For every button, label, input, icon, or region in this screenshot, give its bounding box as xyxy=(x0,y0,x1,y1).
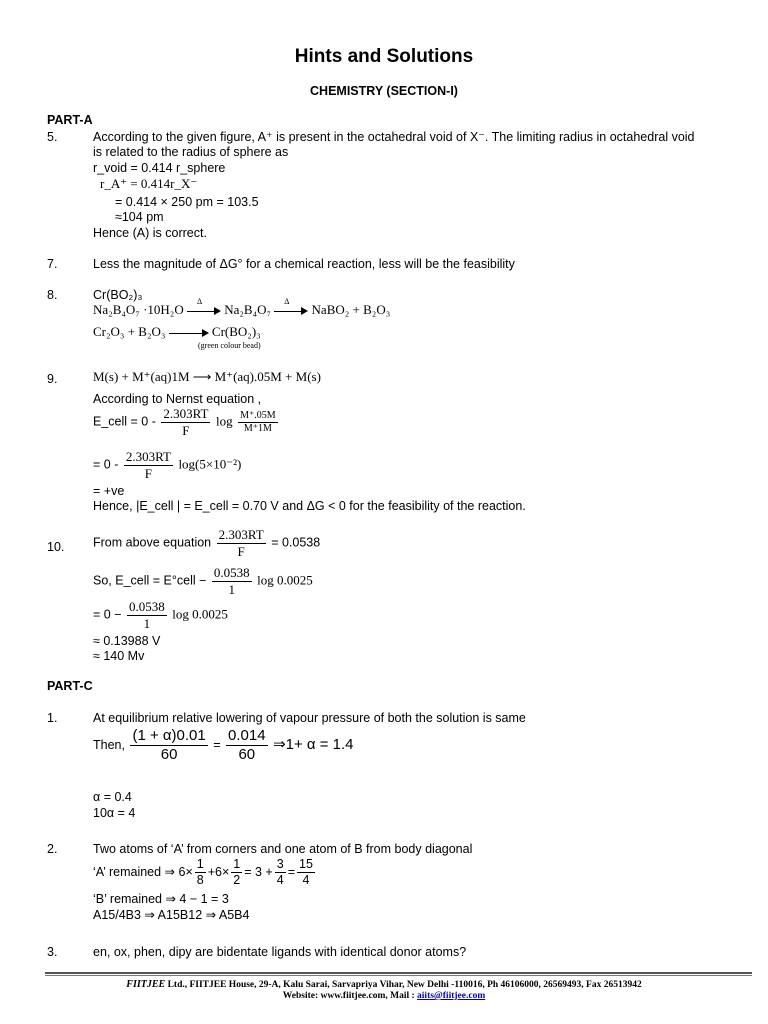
c-q3-text: en, ox, phen, dipy are bidentate ligands with identical donor atoms? xyxy=(93,945,467,959)
q9-eq2-log: log(5×10⁻²) xyxy=(178,456,242,472)
q8-note: (green colour bead) xyxy=(198,341,261,350)
c-q2-equals: = xyxy=(287,864,295,879)
c-q1-result: ⇒1+ α = 1.4 xyxy=(273,735,354,753)
q9-eq2 xyxy=(93,449,241,481)
c-q1-then: Then, xyxy=(93,737,125,752)
q10-number: 10. xyxy=(47,540,65,554)
footer-address-text: Ltd., FIITJEE House, 29-A, Kalu Sarai, Sarvapriya Vihar, New Delhi -110016, Ph 46106000, 26569493, Fax 26513942 xyxy=(165,980,642,990)
q10-line2-fraction: $\frac{0.0538}{1}$ xyxy=(213,565,250,597)
q9-eq3: = +ve xyxy=(93,484,125,498)
q8-rxn1-reactant: Na₂B₄O₇ ·10H₂O xyxy=(93,302,184,317)
q5-conclusion: Hence (A) is correct. xyxy=(93,226,207,240)
c-q1-text: At equilibrium relative lowering of vapour pressure of both the solution is same xyxy=(93,711,526,725)
q10-line3 xyxy=(93,599,228,631)
q7-text: Less the magnitude of ΔG° for a chemical reaction, less will be the feasibility xyxy=(93,257,515,271)
q10-line2-right: log 0.0025 xyxy=(257,572,313,588)
c-q2-a-line xyxy=(93,857,317,888)
q8-head: Cr(BO₂)₃ xyxy=(93,288,143,302)
q9-eq2-fraction: $\frac{2.303RT}{F}$ xyxy=(125,449,171,481)
q5-eq1: r_void = 0.414 r_sphere xyxy=(93,161,226,175)
footer-email-link[interactable]: aiits@fiitjee.com xyxy=(417,991,486,1001)
c-q2-eq-three: = 3 + xyxy=(244,864,273,879)
c-q2-a-label: ‘A’ remained ⇒ 6× xyxy=(93,864,193,879)
footer-divider xyxy=(45,972,752,974)
q9-reaction: M(s) + M⁺(aq)1M ⟶ M⁺(aq).05M + M(s) xyxy=(93,369,321,384)
c-q2-frac-15-4: $\frac{15}{4}$ xyxy=(299,857,313,887)
q9-eq1 xyxy=(93,406,280,438)
fiitjee-logo: FIITJEE xyxy=(126,979,166,990)
q10-line3-right: log 0.0025 xyxy=(172,606,228,622)
c-q1-alpha: α = 0.4 xyxy=(93,790,132,804)
c-q2-b-line: ‘B’ remained ⇒ 4 − 1 = 3 xyxy=(93,892,229,906)
q8-rxn2-product: Cr(BO₂)₃ xyxy=(211,324,261,339)
q5-eq3: = 0.414 × 250 pm = 103.5 xyxy=(115,195,259,209)
part-a-heading: PART-A xyxy=(47,113,93,127)
c-q2-text: Two atoms of ‘A’ from corners and one atom of B from body diagonal xyxy=(93,842,473,856)
q10-line3-left: = 0 − xyxy=(93,607,122,622)
footer-divider-thin xyxy=(45,975,752,976)
heat-arrow-icon: Δ xyxy=(274,307,308,315)
c-q2-number: 2. xyxy=(47,842,58,856)
reaction-arrow-icon xyxy=(169,329,209,337)
q10-line1-right: = 0.0538 xyxy=(271,535,321,550)
footer-contact xyxy=(0,991,768,1002)
c-q1-equation xyxy=(93,727,354,764)
c-q2-formula: A15/4B3 ⇒ A15B12 ⇒ A5B4 xyxy=(93,908,250,922)
c-q2-frac-1-2: $\frac{1}{2}$ xyxy=(233,857,241,887)
q9-number: 9. xyxy=(47,372,58,386)
q9-eq1-left: E_cell = 0 - xyxy=(93,414,156,429)
q5-number: 5. xyxy=(47,130,58,144)
q8-reaction-2 xyxy=(93,325,261,340)
q10-line5: ≈ 140 Mv xyxy=(93,649,145,663)
q5-line1: According to the given figure, A⁺ is present in the octahedral void of X⁻. The limiting radius in octahedral void xyxy=(93,130,695,144)
c-q1-fraction-right: $\frac{0.014}{60}$ xyxy=(228,727,266,763)
q8-number: 8. xyxy=(47,288,58,302)
q8-rxn2-reactants: Cr₂O₃ + B₂O₃ xyxy=(93,324,166,339)
c-q1-equals: = xyxy=(213,737,221,752)
q5-line2: is related to the radius of sphere as xyxy=(93,145,289,159)
q8-reaction-1 xyxy=(93,297,391,318)
page-subtitle: CHEMISTRY (SECTION-I) xyxy=(310,84,458,98)
q7-number: 7. xyxy=(47,257,58,271)
heat-arrow-icon: Δ xyxy=(187,307,221,315)
q10-line1-left: From above equation xyxy=(93,535,212,550)
footer-address xyxy=(0,979,768,991)
q10-line2 xyxy=(93,565,313,597)
q10-line3-fraction: $\frac{0.0538}{1}$ xyxy=(128,599,165,631)
q5-eq2: r_A⁺ = 0.414r_X⁻ xyxy=(100,176,198,191)
q8-rxn1-products: NaBO₂ + B₂O₃ xyxy=(311,302,391,317)
c-q1-fraction-left: $\frac{(1 + \alpha)0.01}{60}$ xyxy=(132,727,206,763)
q9-eq1-fraction: $\frac{2.303RT}{F}$ xyxy=(163,406,209,438)
q9-conclusion: Hence, |E_cell | = E_cell = 0.70 V and ΔG < 0 for the feasibility of the reaction. xyxy=(93,499,526,513)
c-q3-number: 3. xyxy=(47,945,58,959)
q10-line4: ≈ 0.13988 V xyxy=(93,634,161,648)
q8-rxn1-intermediate: Na₂B₄O₇ xyxy=(224,302,272,317)
q9-intro: According to Nernst equation , xyxy=(93,392,262,406)
footer-website: Website: www.fiitjee.com, Mail : xyxy=(282,991,418,1001)
q9-eq2-left: = 0 - xyxy=(93,457,119,472)
c-q1-number: 1. xyxy=(47,711,58,725)
page-title: Hints and Solutions xyxy=(294,46,474,67)
q10-line1-fraction: $\frac{2.303RT}{F}$ xyxy=(218,527,264,559)
c-q2-frac-1-8: $\frac{1}{8}$ xyxy=(196,857,204,887)
c-q2-frac-3-4: $\frac{3}{4}$ xyxy=(276,857,284,887)
part-c-heading: PART-C xyxy=(47,679,93,693)
q10-line2-left: So, E_cell = E°cell − xyxy=(93,573,207,588)
q5-eq4: ≈104 pm xyxy=(115,210,164,224)
q9-eq1-log: log xyxy=(215,413,233,429)
c-q1-ten-alpha: 10α = 4 xyxy=(93,806,136,820)
q9-eq1-log-fraction: $\frac{M^+.05M}{M^+1M}$ xyxy=(240,409,276,434)
c-q2-plus: +6× xyxy=(207,864,230,879)
q10-line1 xyxy=(93,527,320,559)
